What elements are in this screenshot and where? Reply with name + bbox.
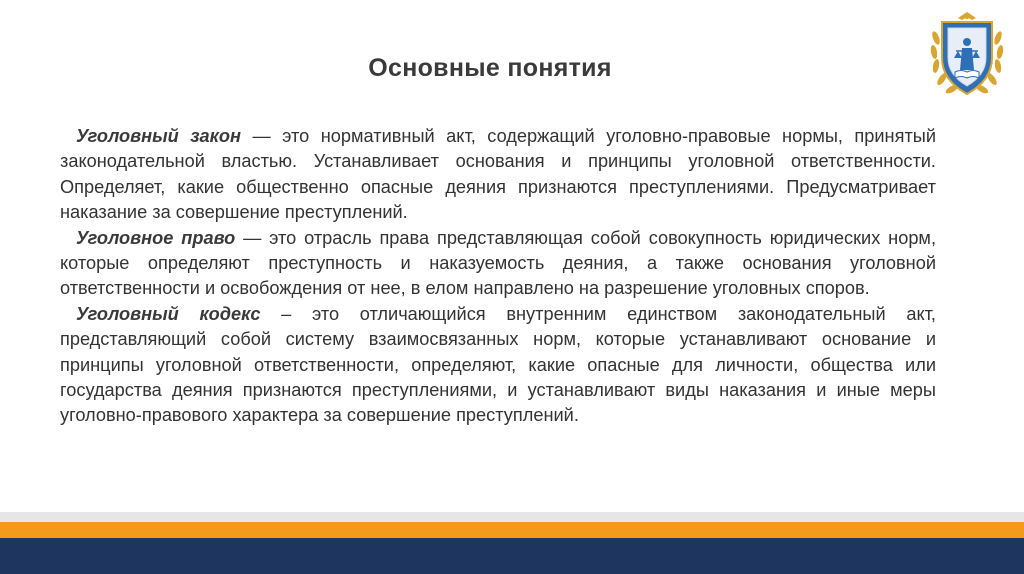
- definition-text: это отличающийся внутренним единством законодательный акт, представляющий собой систему взаимосвязанных норм, которые устанавливают основание и принципы уголовной ответственности, определяют, какие опасные для личности, общества или государства деяния признаются преступлениями, и устанавливают виды наказания и иные меры уголовно-правового характера за совершение преступлений.: [60, 303, 936, 426]
- definition-text: это нормативный акт, содержащий уголовно-правовые нормы, принятый законодательной властью. Устанавливает основания и принципы уголовной ответственности. Определяет, какие общественно опасные деяния признаются преступлениями. Предусматривает наказание за совершение преступлений.: [60, 126, 937, 223]
- footer-band-navy: [0, 538, 1024, 574]
- definition-text: это отрасль права представляющая собой совокупность юридических норм, которые определяют преступность и наказуемость деяния, а также основания уголовной ответственности и освобождения от нее, в елом направлено на разрешение уголовных споров.: [60, 227, 936, 299]
- term-criminal-code: Уголовный кодекс: [76, 303, 261, 324]
- term-dash: –: [260, 303, 312, 324]
- definition-paragraph-criminal-law: [60, 124, 936, 226]
- term-dash: —: [235, 227, 270, 248]
- term-criminal-right: Уголовное право: [76, 227, 236, 248]
- footer-band-orange: [0, 522, 1024, 538]
- definition-paragraph-criminal-right: [60, 226, 936, 302]
- definition-paragraph-criminal-code: [60, 302, 936, 429]
- term-criminal-law: Уголовный закон: [76, 126, 241, 146]
- term-dash: —: [240, 126, 283, 146]
- footer-band-gray: [0, 512, 1024, 522]
- definitions-body: [60, 124, 936, 429]
- page-title: Основные понятия: [368, 54, 612, 82]
